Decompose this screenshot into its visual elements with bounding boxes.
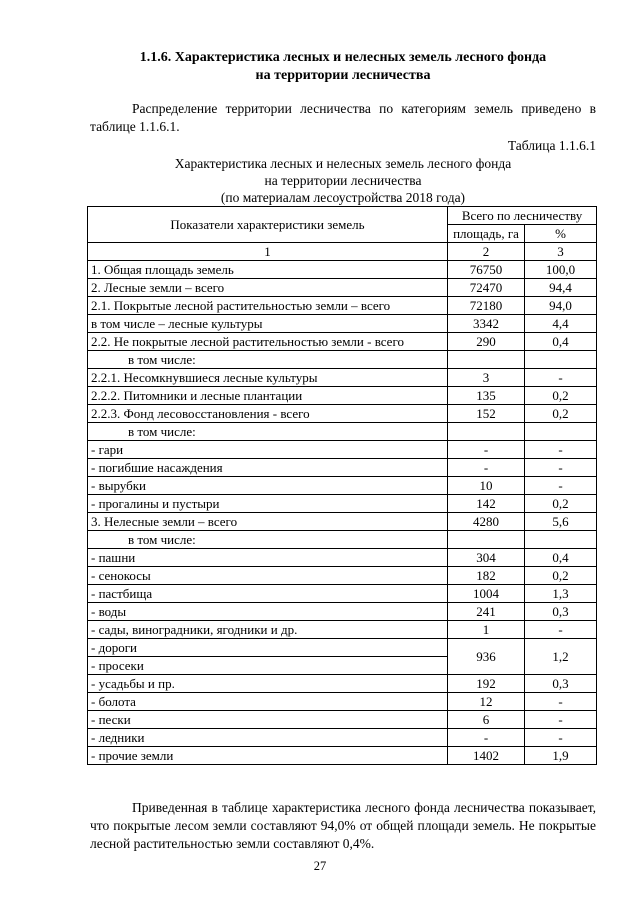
row-area: - <box>448 459 525 477</box>
table-row <box>88 603 597 621</box>
row-label: 1. Общая площадь земель <box>88 261 448 279</box>
row-label: - пески <box>88 711 448 729</box>
row-label: - прогалины и пустыри <box>88 495 448 513</box>
row-label: в том числе: <box>88 351 448 369</box>
row-label: - пастбища <box>88 585 448 603</box>
table-row <box>88 567 597 585</box>
row-percent: 0,2 <box>525 495 597 513</box>
row-area: 12 <box>448 693 525 711</box>
row-percent: 1,3 <box>525 585 597 603</box>
table-row <box>88 675 597 693</box>
row-percent: - <box>525 711 597 729</box>
column-number-3: 3 <box>525 243 597 261</box>
row-percent: - <box>525 477 597 495</box>
row-percent: - <box>525 369 597 387</box>
row-area: 1 <box>448 621 525 639</box>
row-area: - <box>448 441 525 459</box>
row-percent: 0,3 <box>525 675 597 693</box>
row-area: 1402 <box>448 747 525 765</box>
row-area: 304 <box>448 549 525 567</box>
table-caption-line1: Характеристика лесных и нелесных земель лесного фонда <box>174 156 512 171</box>
table-caption <box>90 155 596 206</box>
table-caption-line2: на территории лесничества <box>264 173 422 188</box>
row-percent: - <box>525 693 597 711</box>
row-area: 182 <box>448 567 525 585</box>
table-row <box>88 549 597 567</box>
row-percent: 0,2 <box>525 567 597 585</box>
row-area: - <box>448 729 525 747</box>
header-indicators: Показатели характеристики земель <box>88 207 448 243</box>
row-area: 3342 <box>448 315 525 333</box>
table-row <box>88 315 597 333</box>
row-label: 2.1. Покрытые лесной растительностью земли – всего <box>88 297 448 315</box>
row-area: 1004 <box>448 585 525 603</box>
row-label: - болота <box>88 693 448 711</box>
row-label: - пашни <box>88 549 448 567</box>
row-label: - сады, виноградники, ягодники и др. <box>88 621 448 639</box>
row-percent: 1,2 <box>525 639 597 675</box>
table-row <box>88 369 597 387</box>
table-row <box>88 459 597 477</box>
row-label: - вырубки <box>88 477 448 495</box>
row-percent <box>525 351 597 369</box>
row-label: 2.2.1. Несомкнувшиеся лесные культуры <box>88 369 448 387</box>
conclusion-paragraph: Приведенная в таблице характеристика лесного фонда лесничества показывает, что покрытые лесом земли составляют 94,0% от общей площади земель. Не покрытые лесной растительностью земли составляют 0,4%. <box>90 800 596 851</box>
row-percent: - <box>525 729 597 747</box>
header-total-forestry: Всего по лесничеству <box>448 207 597 225</box>
table-row <box>88 297 597 315</box>
header-percent: % <box>525 225 597 243</box>
row-label: 2. Лесные земли – всего <box>88 279 448 297</box>
row-percent: 4,4 <box>525 315 597 333</box>
table-row <box>88 513 597 531</box>
row-percent: 94,0 <box>525 297 597 315</box>
table-row <box>88 423 597 441</box>
table-row <box>88 693 597 711</box>
row-percent: - <box>525 621 597 639</box>
row-percent: 100,0 <box>525 261 597 279</box>
row-area: 142 <box>448 495 525 513</box>
row-label: 2.2.3. Фонд лесовосстановления - всего <box>88 405 448 423</box>
table-row <box>88 405 597 423</box>
column-number-2: 2 <box>448 243 525 261</box>
column-number-1: 1 <box>88 243 448 261</box>
table-row <box>88 495 597 513</box>
row-area: 6 <box>448 711 525 729</box>
table-row <box>88 351 597 369</box>
table-caption-line3: (по материалам лесоустройства 2018 года) <box>220 190 466 205</box>
row-area: 72470 <box>448 279 525 297</box>
section-heading <box>90 49 596 85</box>
table-number: Таблица 1.1.6.1 <box>507 138 596 153</box>
intro-paragraph: Распределение территории лесничества по категориям земель приведено в таблице 1.1.6.1. <box>90 101 596 134</box>
row-area: 72180 <box>448 297 525 315</box>
table-row <box>88 531 597 549</box>
table-row <box>88 261 597 279</box>
row-area: 241 <box>448 603 525 621</box>
land-characteristics-table <box>87 206 597 765</box>
row-label: 2.2.2. Питомники и лесные плантации <box>88 387 448 405</box>
row-label: 3. Нелесные земли – всего <box>88 513 448 531</box>
row-percent: 1,9 <box>525 747 597 765</box>
row-label: в том числе – лесные культуры <box>88 315 448 333</box>
row-percent <box>525 531 597 549</box>
table-row <box>88 333 597 351</box>
section-heading-line2: на территории лесничества <box>255 68 431 83</box>
row-label: - дороги <box>88 639 448 657</box>
row-area: 76750 <box>448 261 525 279</box>
table-row <box>88 441 597 459</box>
row-label: в том числе: <box>88 423 448 441</box>
table-row <box>88 621 597 639</box>
row-percent: 0,3 <box>525 603 597 621</box>
row-label: - усадьбы и пр. <box>88 675 448 693</box>
table-row <box>88 279 597 297</box>
header-area: площадь, га <box>448 225 525 243</box>
row-percent: 94,4 <box>525 279 597 297</box>
row-area: 936 <box>448 639 525 675</box>
table-row <box>88 639 597 657</box>
row-area: 4280 <box>448 513 525 531</box>
row-percent: 0,4 <box>525 549 597 567</box>
row-label: - погибшие насаждения <box>88 459 448 477</box>
table-row <box>88 747 597 765</box>
row-area <box>448 531 525 549</box>
row-area <box>448 351 525 369</box>
page-number: 27 <box>313 859 327 873</box>
row-label: - сенокосы <box>88 567 448 585</box>
section-heading-line1: 1.1.6. Характеристика лесных и нелесных земель лесного фонда <box>139 50 547 65</box>
row-percent: 0,2 <box>525 405 597 423</box>
row-area: 135 <box>448 387 525 405</box>
row-percent: 0,2 <box>525 387 597 405</box>
row-area: 10 <box>448 477 525 495</box>
row-area: 152 <box>448 405 525 423</box>
row-area <box>448 423 525 441</box>
table-row <box>88 477 597 495</box>
row-label: - прочие земли <box>88 747 448 765</box>
row-area: 290 <box>448 333 525 351</box>
row-label: - воды <box>88 603 448 621</box>
row-percent: 0,4 <box>525 333 597 351</box>
table-row <box>88 585 597 603</box>
row-area: 192 <box>448 675 525 693</box>
row-label: 2.2. Не покрытые лесной растительностью земли - всего <box>88 333 448 351</box>
row-label: - гари <box>88 441 448 459</box>
row-area: 3 <box>448 369 525 387</box>
table-row <box>88 729 597 747</box>
row-percent: 5,6 <box>525 513 597 531</box>
row-label: - просеки <box>88 657 448 675</box>
row-label: в том числе: <box>88 531 448 549</box>
row-label: - ледники <box>88 729 448 747</box>
table-row <box>88 711 597 729</box>
row-percent: - <box>525 459 597 477</box>
table-row <box>88 387 597 405</box>
row-percent: - <box>525 441 597 459</box>
row-percent <box>525 423 597 441</box>
